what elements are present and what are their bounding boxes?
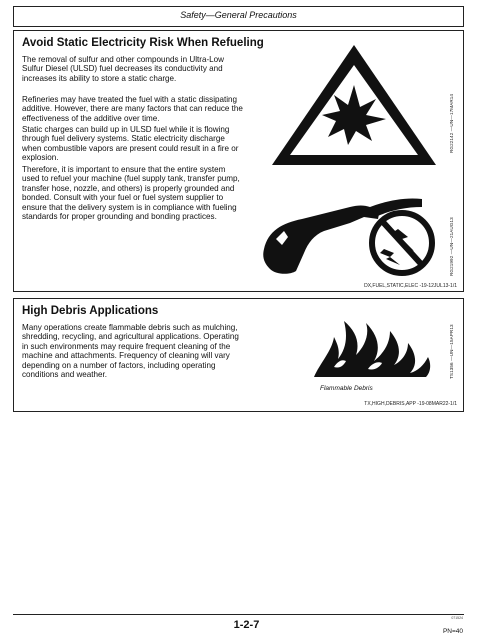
footer-divider xyxy=(13,614,464,615)
paragraph: Many operations create flammable debris such as mulching, shredding, recycling, and agricultural applications. Operating in such environments may require frequent cleaning of the machine and attachments. Frequency of cleaning will vary depending on a number of factors, including operating conditions and weather. xyxy=(22,323,239,380)
figure-ref: TS1356 —UN—15APR13 xyxy=(449,324,454,379)
pn-label: PN=40 xyxy=(442,628,463,635)
flammable-debris-icon xyxy=(310,315,440,379)
no-static-refuel-icon xyxy=(254,171,444,281)
footer-code: 071524 xyxy=(451,616,463,620)
page-header xyxy=(13,6,464,27)
figure-ref: RG22142 —UN—17MAR14 xyxy=(449,93,454,153)
section-footer-ref: TX,HIGH,DEBRIS,APP -19-08MAR22-1/1 xyxy=(364,401,457,407)
section-static-electricity xyxy=(13,30,464,292)
paragraph: Therefore, it is important to ensure that the entire system used to refuel your machine (fuel supply tank, transfer pump, transfer hose, nozzle, and others) is properly grounded and bonded. Consult with your fuel or fuel system supplier to ensure that the delivery system is in compliance with fueling standards for proper grounding and bonding practices. xyxy=(22,165,240,222)
paragraph: The removal of sulfur and other compounds in Ultra-Low Sulfur Diesel (ULSD) fuel decreases its conductivity and increases its ability to store a static charge. xyxy=(22,55,224,83)
page-number: 1-2-7 xyxy=(233,619,260,631)
paragraph: Refineries may have treated the fuel with a static dissipating additive. However, there are many factors that can reduce the effectiveness of the additive over time. xyxy=(22,95,243,123)
section-footer-ref: DX,FUEL,STATIC,ELEC -19-12JUL13-1/1 xyxy=(364,283,457,289)
explosion-warning-icon xyxy=(268,41,440,169)
figure-ref: RG21992 —UN—21AUG13 xyxy=(449,217,454,276)
section-title: Avoid Static Electricity Risk When Refueling xyxy=(22,37,264,49)
section-high-debris xyxy=(13,298,464,412)
section-title: High Debris Applications xyxy=(22,305,159,317)
figure-caption: Flammable Debris xyxy=(320,385,373,392)
header-title: Safety—General Precautions xyxy=(180,10,297,20)
paragraph: Static charges can build up in ULSD fuel while it is flowing through fuel delivery systems. Static electricity discharge when combustible vapors are present could result in a fire or explosion. xyxy=(22,125,239,163)
